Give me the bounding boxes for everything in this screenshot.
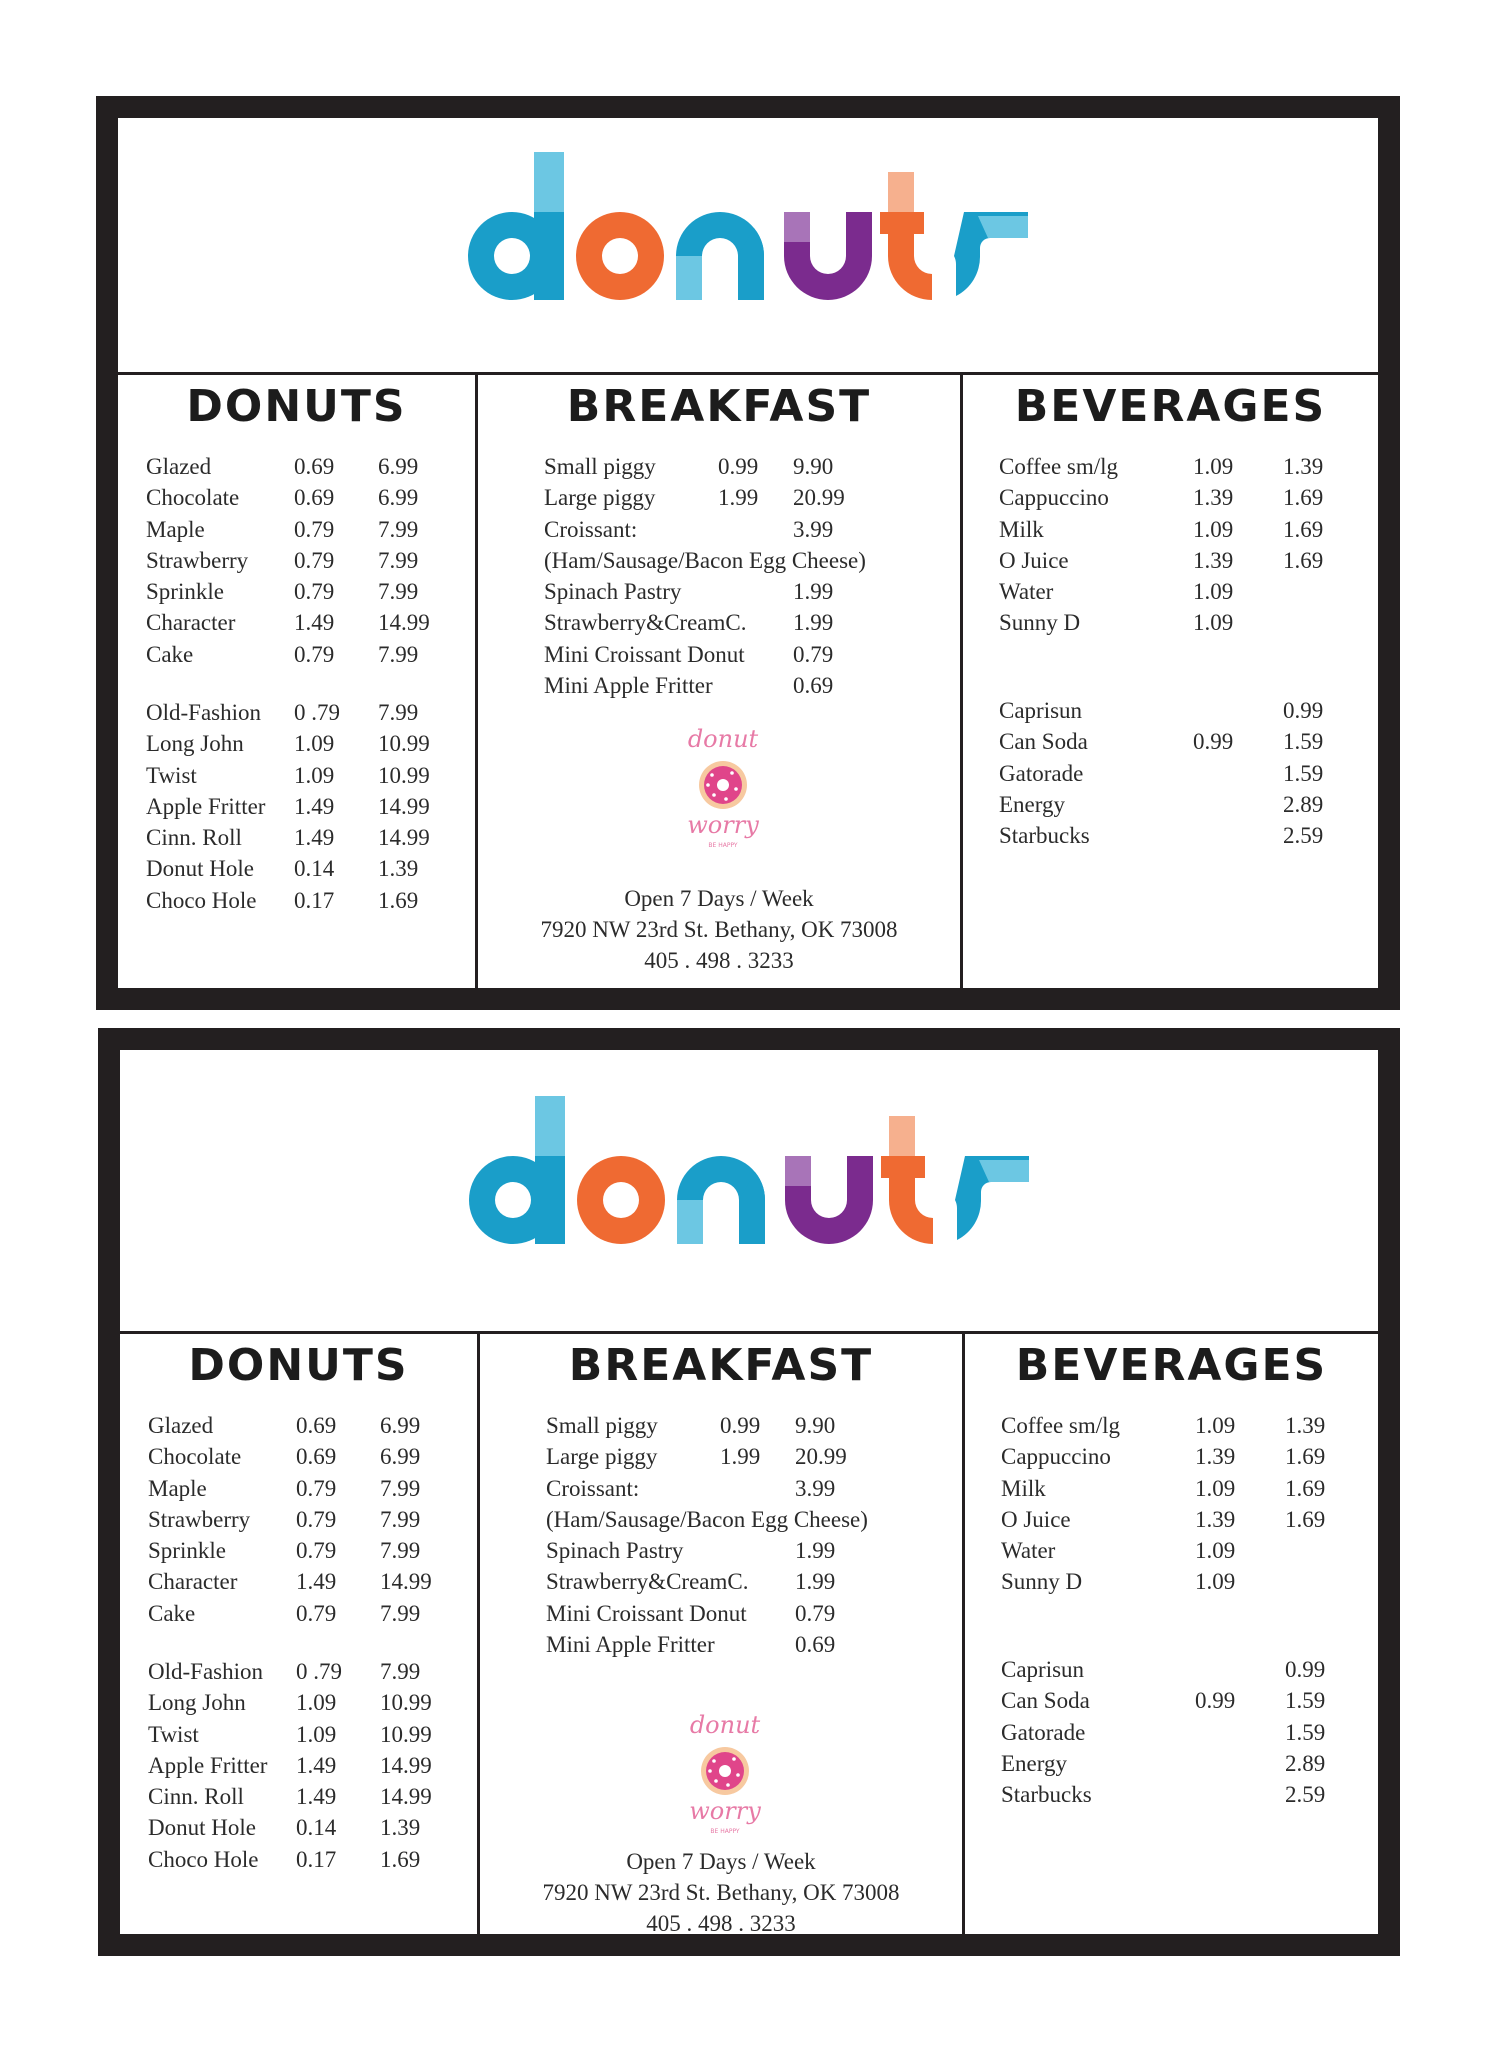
item-name: Energy (1001, 1750, 1068, 1776)
item-name: Water (999, 579, 1054, 605)
item-price-large: 2.89 (1283, 791, 1324, 817)
badge-small-text: BE HAPPY (708, 842, 738, 849)
item-price-large: 3.99 (793, 516, 834, 542)
donuts-heading: DONUTS (186, 381, 407, 432)
donuts-column (120, 1334, 480, 1934)
item-price-large: 1.39 (1283, 454, 1324, 479)
item-name: Large piggy (546, 1444, 658, 1470)
breakfast-list (478, 451, 960, 701)
menu-item (480, 1629, 962, 1660)
logo-letter-o (576, 212, 664, 300)
item-price-large: 0.69 (793, 673, 834, 699)
beverages-heading: BEVERAGES (1014, 381, 1327, 432)
donuts-column (118, 375, 478, 988)
item-price-small: 1.09 (1195, 1413, 1236, 1438)
item-price-large: 0.79 (795, 1600, 836, 1626)
menu-item (963, 545, 1378, 576)
menu-item (965, 1566, 1378, 1597)
donuts-list-2 (120, 1656, 477, 1875)
menu-item (120, 1812, 477, 1843)
menu-item (963, 607, 1378, 638)
menu-item (120, 1473, 477, 1504)
item-name: Sunny D (999, 610, 1081, 636)
item-price-large: 1.99 (795, 1569, 836, 1595)
menu-item (120, 1535, 477, 1566)
breakfast-heading: BREAKFAST (568, 1340, 874, 1391)
item-price-large: 9.90 (793, 454, 834, 479)
menu-item (478, 670, 960, 701)
menu-item (120, 1687, 477, 1718)
item-price-small: 0.17 (294, 887, 335, 913)
item-price-small: 1.09 (1193, 610, 1234, 636)
item-name: Donut Hole (146, 856, 254, 882)
beverages-list-2 (965, 1654, 1378, 1810)
menu-item (118, 607, 475, 638)
logo-letter-n (676, 212, 764, 300)
item-name: Small piggy (546, 1413, 658, 1438)
item-price-large: 7.99 (378, 516, 419, 542)
item-price-large: 1.69 (1283, 516, 1324, 542)
menu-item (118, 822, 475, 853)
item-name: Donut Hole (148, 1815, 256, 1841)
item-price-small: 0.69 (296, 1413, 337, 1438)
menu-item (118, 853, 475, 884)
item-price-large: 1.69 (1285, 1444, 1326, 1470)
item-name: Chocolate (146, 485, 240, 511)
menu-item (118, 760, 475, 791)
item-price-large: 1.69 (380, 1846, 421, 1872)
donut-worry-badge (680, 1709, 770, 1839)
item-name: Strawberry (146, 547, 249, 573)
menu-item (478, 639, 960, 670)
item-price-large: 14.99 (380, 1752, 432, 1778)
item-name: Energy (999, 791, 1066, 817)
item-name: Large piggy (544, 485, 656, 511)
item-name: Sprinkle (148, 1538, 226, 1564)
menu-item (118, 639, 475, 670)
logo-letter-o (577, 1156, 665, 1244)
menu-item (120, 1504, 477, 1535)
item-name: Old-Fashion (148, 1659, 263, 1684)
item-price-large: 14.99 (380, 1784, 432, 1810)
menu-item (120, 1750, 477, 1781)
item-price-large: 6.99 (380, 1444, 421, 1470)
badge-bottom-text: worry (687, 811, 759, 839)
item-price-large: 10.99 (378, 762, 430, 788)
item-price-large: 1.99 (793, 579, 834, 605)
item-price-large: 7.99 (380, 1538, 421, 1564)
item-name: Mini Apple Fritter (544, 673, 713, 699)
item-price-small: 1.39 (1193, 547, 1234, 573)
breakfast-column (480, 1334, 965, 1934)
item-price-large: 0.99 (1283, 698, 1324, 723)
beverages-heading: BEVERAGES (1015, 1340, 1328, 1391)
badge-bottom-text: worry (689, 1797, 761, 1825)
menu-item (965, 1779, 1378, 1810)
item-price-small: 0.14 (296, 1815, 337, 1841)
logo-letter-u (784, 212, 872, 300)
item-price-large: 7.99 (380, 1659, 421, 1684)
menu-item (118, 514, 475, 545)
item-price-small: 0.99 (720, 1413, 761, 1438)
item-price-small: 1.09 (1193, 516, 1234, 542)
donuts-list-1 (120, 1410, 477, 1629)
item-name: Croissant: (544, 516, 638, 542)
item-price-large: 1.69 (1283, 485, 1324, 511)
item-price-small: 0.79 (296, 1538, 337, 1564)
store-hours: Open 7 Days / Week (626, 1849, 816, 1874)
item-price-large: 1.39 (378, 856, 419, 882)
menu-item (120, 1410, 477, 1441)
menu-item (965, 1717, 1378, 1748)
logo-letter-t (880, 172, 932, 300)
item-price-small: 1.99 (720, 1444, 761, 1470)
item-price-large: 1.59 (1283, 760, 1324, 786)
menu-item (118, 545, 475, 576)
item-price-large: 6.99 (378, 454, 419, 479)
item-price-large: 1.59 (1285, 1719, 1326, 1745)
item-name: Cake (146, 641, 194, 667)
item-price-small: 0.14 (294, 856, 335, 882)
item-name: Cappuccino (1001, 1444, 1111, 1470)
menu-item (965, 1654, 1378, 1685)
item-name: Water (1001, 1538, 1056, 1564)
item-price-large: 1.99 (795, 1538, 836, 1564)
logo-letter-u (785, 1156, 873, 1244)
menu-item (963, 789, 1378, 820)
logo-banner (120, 1050, 1378, 1334)
item-name: Glazed (148, 1413, 214, 1438)
item-price-large: 1.69 (378, 887, 419, 913)
menu-item (965, 1748, 1378, 1779)
menu-item (963, 820, 1378, 851)
item-price-large: 0.99 (1285, 1657, 1326, 1682)
item-name: Can Soda (1001, 1688, 1090, 1714)
item-price-large: 1.69 (1283, 547, 1324, 573)
menu-item (120, 1781, 477, 1812)
item-price-large: 20.99 (793, 485, 845, 511)
beverages-column (963, 375, 1378, 988)
item-name: Caprisun (999, 698, 1083, 723)
item-name: Mini Croissant Donut (546, 1600, 747, 1626)
item-price-small: 0.99 (1193, 729, 1234, 755)
item-price-large: 1.99 (793, 610, 834, 636)
item-name: Chocolate (148, 1444, 242, 1470)
menu-item (480, 1566, 962, 1597)
item-price-large: 1.69 (1285, 1475, 1326, 1501)
item-name: Milk (1001, 1475, 1046, 1501)
menu-item (965, 1685, 1378, 1716)
item-name: Coffee sm/lg (999, 454, 1119, 479)
item-name: Spinach Pastry (546, 1538, 684, 1564)
item-price-large: 7.99 (380, 1475, 421, 1501)
item-price-large: 10.99 (378, 731, 430, 757)
item-price-large: 7.99 (380, 1600, 421, 1626)
menu-item (478, 607, 960, 638)
store-address: 7920 NW 23rd St. Bethany, OK 73008 (540, 917, 898, 942)
item-price-large: 7.99 (378, 547, 419, 573)
item-name: Strawberry&CreamC. (546, 1569, 749, 1595)
item-price-large: 6.99 (380, 1413, 421, 1438)
menu-item (965, 1535, 1378, 1566)
item-name: Choco Hole (148, 1846, 259, 1872)
item-price-small: 1.09 (294, 762, 335, 788)
item-price-large: 14.99 (378, 793, 430, 819)
item-price-small: 0.99 (718, 454, 759, 479)
item-name: Sunny D (1001, 1569, 1083, 1595)
item-name: Mini Apple Fritter (546, 1632, 715, 1658)
menu-item (480, 1441, 962, 1472)
item-name: Milk (999, 516, 1044, 542)
donuts-heading: DONUTS (188, 1340, 409, 1391)
item-price-small: 0.69 (296, 1444, 337, 1470)
breakfast-column (478, 375, 963, 988)
item-price-large: 7.99 (378, 579, 419, 605)
item-price-large: 14.99 (378, 825, 430, 851)
donuts-logo (469, 1096, 1029, 1266)
store-address: 7920 NW 23rd St. Bethany, OK 73008 (542, 1880, 900, 1905)
logo-banner (118, 118, 1378, 375)
item-price-large: 1.59 (1283, 729, 1324, 755)
store-phone: 405 . 498 . 3233 (646, 1911, 796, 1936)
item-name: Can Soda (999, 729, 1088, 755)
item-price-large: 1.39 (1285, 1413, 1326, 1438)
item-name: Long John (148, 1690, 246, 1716)
beverages-list-1 (963, 451, 1378, 639)
item-name: O Juice (999, 547, 1069, 573)
item-price-large: 10.99 (380, 1690, 432, 1716)
menu-board-top (96, 96, 1400, 1010)
item-price-large: 1.69 (1285, 1506, 1326, 1532)
item-name: Small piggy (544, 454, 656, 479)
menu-item (118, 791, 475, 822)
menu-item (480, 1598, 962, 1629)
beverages-column (965, 1334, 1378, 1934)
menu-item (120, 1566, 477, 1597)
store-info (478, 883, 960, 976)
item-price-small: 1.09 (296, 1690, 337, 1716)
badge-small-text: BE HAPPY (710, 1828, 740, 1835)
item-name: Character (148, 1569, 238, 1595)
item-name: Cinn. Roll (148, 1784, 244, 1810)
store-info (480, 1846, 962, 1939)
item-price-large: 2.59 (1285, 1782, 1326, 1808)
menu-item (120, 1844, 477, 1875)
store-phone: 405 . 498 . 3233 (644, 948, 794, 973)
logo-letter-s (954, 212, 1028, 296)
item-name: Twist (148, 1721, 199, 1747)
logo-letter-n (677, 1156, 765, 1244)
menu-item (963, 514, 1378, 545)
item-price-large: 0.79 (793, 641, 834, 667)
menu-item (118, 697, 475, 728)
item-name: Mini Croissant Donut (544, 641, 745, 667)
item-name: Caprisun (1001, 1657, 1085, 1682)
item-price-small: 1.39 (1193, 485, 1234, 511)
item-price-small: 0.69 (294, 454, 335, 479)
item-price-small: 1.49 (294, 793, 335, 819)
item-price-large: 14.99 (380, 1569, 432, 1595)
item-name: Maple (148, 1475, 207, 1501)
menu-item (963, 695, 1378, 726)
menu-item (118, 482, 475, 513)
item-price-small: 1.09 (294, 731, 335, 757)
item-name: Cake (148, 1600, 196, 1626)
item-price-small: 1.09 (1193, 454, 1234, 479)
menu-item (478, 514, 960, 545)
item-name: Old-Fashion (146, 700, 261, 725)
menu-item (120, 1441, 477, 1472)
menu-item (965, 1504, 1378, 1535)
item-name: Glazed (146, 454, 212, 479)
item-price-small: 1.49 (296, 1569, 337, 1595)
donuts-list-2 (118, 697, 475, 916)
menu-item (118, 885, 475, 916)
item-price-small: 1.49 (296, 1752, 337, 1778)
item-price-small: 0.79 (296, 1600, 337, 1626)
menu-item (963, 576, 1378, 607)
logo-letter-t (881, 1116, 933, 1244)
item-price-small: 0.79 (294, 579, 335, 605)
logo-letter-d (468, 152, 564, 300)
item-price-large: 14.99 (378, 610, 430, 636)
menu-item (480, 1473, 962, 1504)
badge-top-text: donut (687, 725, 759, 753)
menu-item (118, 451, 475, 482)
item-price-small: 1.39 (1195, 1506, 1236, 1532)
menu-item (963, 726, 1378, 757)
menu-item (963, 758, 1378, 789)
item-price-small: 1.49 (296, 1784, 337, 1810)
item-price-large: 10.99 (380, 1721, 432, 1747)
item-name: Strawberry (148, 1506, 251, 1532)
item-name: Gatorade (1001, 1719, 1086, 1745)
breakfast-heading: BREAKFAST (566, 381, 872, 432)
item-price-small: 0.99 (1195, 1688, 1236, 1714)
item-price-small: 0.79 (294, 547, 335, 573)
item-name: Sprinkle (146, 579, 224, 605)
item-name: Maple (146, 516, 205, 542)
store-hours: Open 7 Days / Week (624, 886, 814, 911)
item-price-large: 1.59 (1285, 1688, 1326, 1714)
item-price-small: 1.09 (296, 1721, 337, 1747)
menu-item (118, 728, 475, 759)
donut-worry-badge (678, 723, 768, 853)
menu-item (965, 1441, 1378, 1472)
logo-letter-s (955, 1156, 1029, 1240)
menu-item (480, 1410, 962, 1441)
item-price-small: 1.09 (1195, 1569, 1236, 1595)
menu-item (963, 482, 1378, 513)
item-name: Cinn. Roll (146, 825, 242, 851)
item-name: (Ham/Sausage/Bacon Egg Cheese) (546, 1506, 868, 1532)
menu-item (478, 545, 960, 576)
item-price-large: 3.99 (795, 1475, 836, 1501)
item-price-small: 1.09 (1195, 1475, 1236, 1501)
item-price-large: 7.99 (380, 1506, 421, 1532)
badge-top-text: donut (689, 1711, 761, 1739)
item-price-small: 0.79 (296, 1475, 337, 1501)
menu-item (963, 451, 1378, 482)
item-price-large: 2.89 (1285, 1750, 1326, 1776)
menu-item (480, 1504, 962, 1535)
menu-item (478, 576, 960, 607)
item-name: Apple Fritter (148, 1752, 268, 1778)
item-name: Cappuccino (999, 485, 1109, 511)
item-price-large: 7.99 (378, 641, 419, 667)
menu-item (120, 1598, 477, 1629)
item-price-small: 1.49 (294, 610, 335, 636)
menu-board-bottom (98, 1028, 1400, 1956)
item-price-large: 6.99 (378, 485, 419, 511)
item-name: O Juice (1001, 1506, 1071, 1532)
item-name: Long John (146, 731, 244, 757)
item-name: Starbucks (999, 823, 1090, 849)
item-price-large: 2.59 (1283, 823, 1324, 849)
item-price-small: 1.49 (294, 825, 335, 851)
item-price-small: 0.79 (296, 1506, 337, 1532)
menu-item (118, 576, 475, 607)
item-price-small: 1.39 (1195, 1444, 1236, 1470)
item-price-large: 7.99 (378, 700, 419, 725)
beverages-list-1 (965, 1410, 1378, 1598)
item-name: Choco Hole (146, 887, 257, 913)
item-price-large: 1.39 (380, 1815, 421, 1841)
breakfast-list (480, 1410, 962, 1660)
donuts-list-1 (118, 451, 475, 670)
item-price-small: 1.99 (718, 485, 759, 511)
menu-item (480, 1535, 962, 1566)
item-price-large: 9.90 (795, 1413, 836, 1438)
item-name: Starbucks (1001, 1782, 1092, 1808)
item-price-small: 0.79 (294, 516, 335, 542)
item-price-large: 0.69 (795, 1632, 836, 1658)
menu-item (478, 482, 960, 513)
item-name: Character (146, 610, 236, 636)
item-name: (Ham/Sausage/Bacon Egg Cheese) (544, 547, 866, 573)
item-name: Apple Fritter (146, 793, 266, 819)
item-price-small: 0.17 (296, 1846, 337, 1872)
item-price-small: 0.69 (294, 485, 335, 511)
item-name: Twist (146, 762, 197, 788)
menu-item (120, 1719, 477, 1750)
item-name: Spinach Pastry (544, 579, 682, 605)
menu-item (965, 1473, 1378, 1504)
item-price-small: 1.09 (1193, 579, 1234, 605)
logo-letter-d (469, 1096, 565, 1244)
item-price-small: 0 .79 (294, 700, 340, 725)
donuts-logo (468, 152, 1028, 322)
item-price-large: 20.99 (795, 1444, 847, 1470)
menu-item (965, 1410, 1378, 1441)
item-name: Strawberry&CreamC. (544, 610, 747, 636)
menu-item (478, 451, 960, 482)
item-name: Coffee sm/lg (1001, 1413, 1121, 1438)
item-name: Gatorade (999, 760, 1084, 786)
item-name: Croissant: (546, 1475, 640, 1501)
item-price-small: 0 .79 (296, 1659, 342, 1684)
item-price-small: 0.79 (294, 641, 335, 667)
item-price-small: 1.09 (1195, 1538, 1236, 1564)
menu-item (120, 1656, 477, 1687)
beverages-list-2 (963, 695, 1378, 851)
